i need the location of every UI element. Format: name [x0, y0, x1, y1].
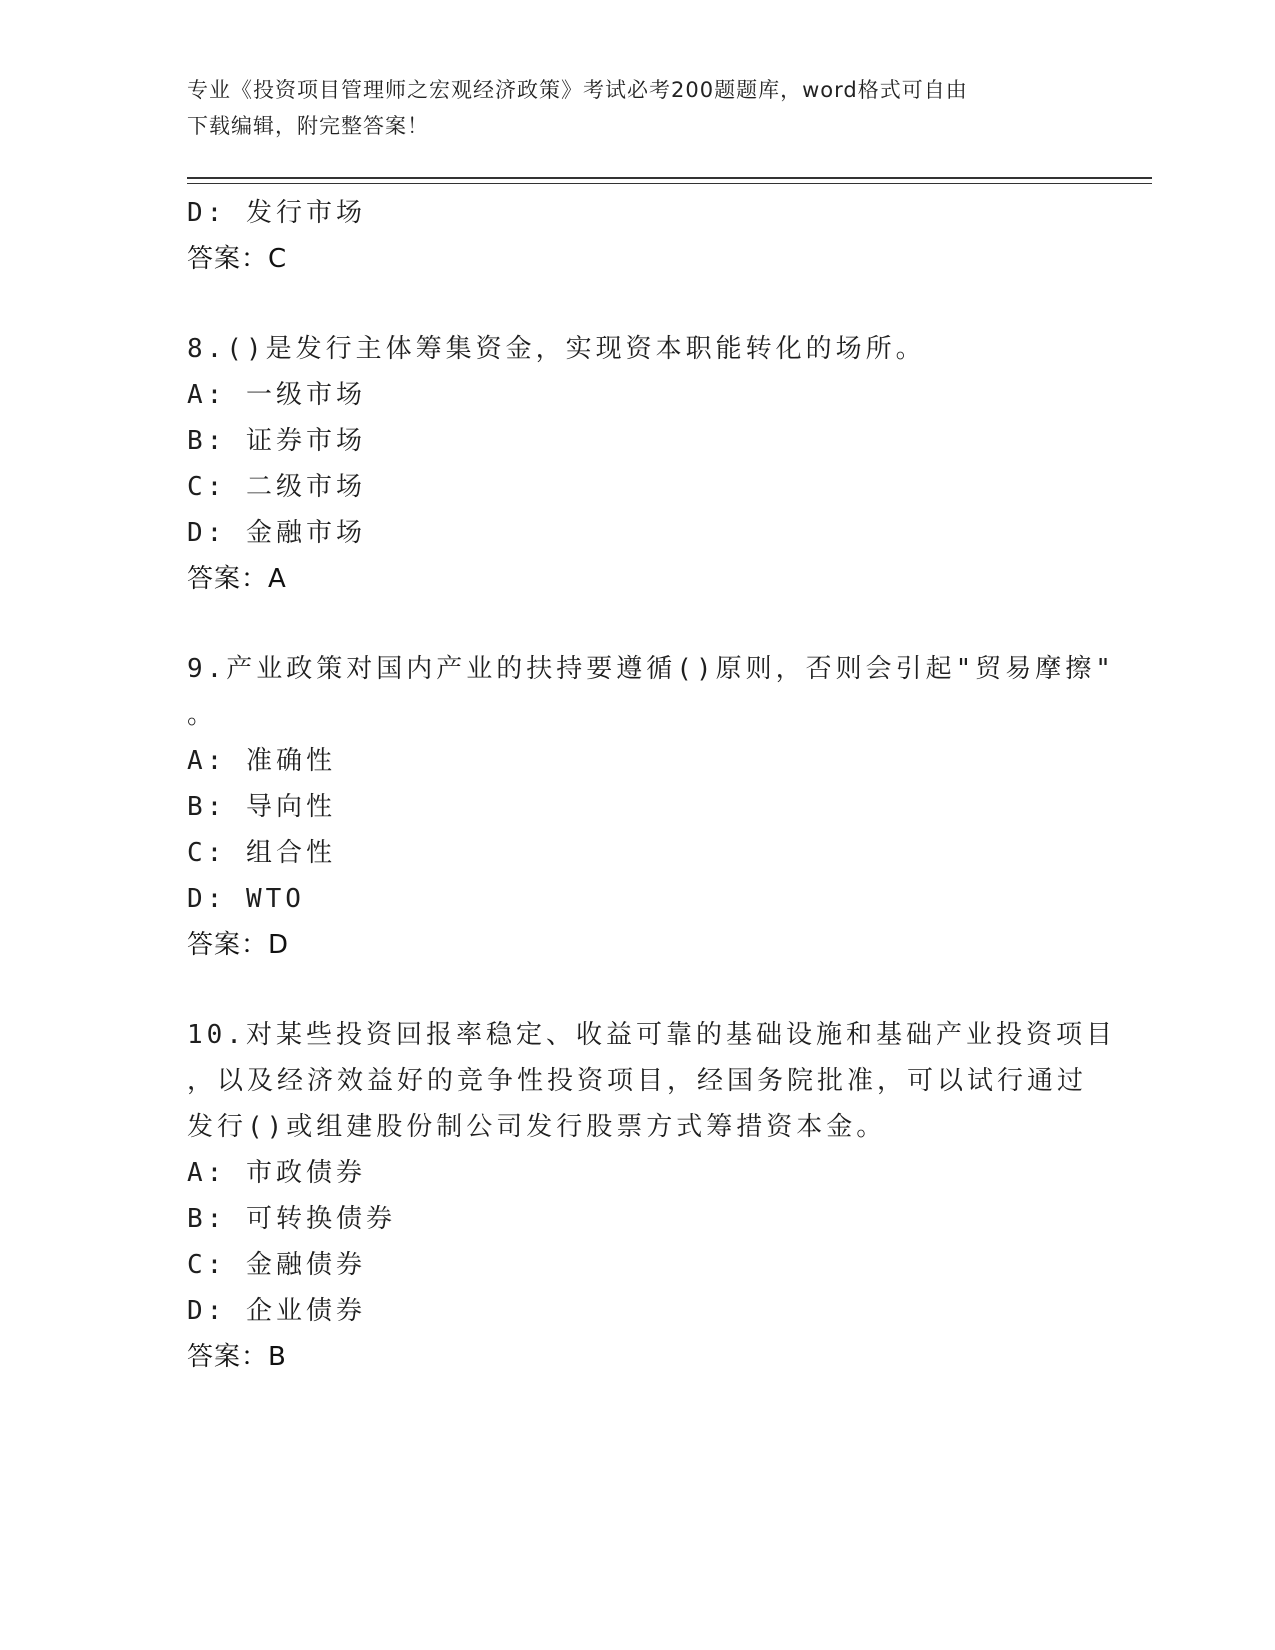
- answer-line: 答案：A: [187, 564, 287, 594]
- option-a: A: 市政债券: [187, 1158, 366, 1188]
- option-b: B: 可转换债券: [187, 1204, 396, 1234]
- question-8: [187, 326, 1087, 602]
- header-line-1: 专业《投资项目管理师之宏观经济政策》考试必考200题题库，word格式可自由: [187, 78, 968, 102]
- question-10: [187, 1012, 1116, 1380]
- option-c: C: 金融债券: [187, 1250, 366, 1280]
- question-stem-line-3: 发行()或组建股份制公司发行股票方式筹措资本金。: [187, 1112, 887, 1142]
- previous-question: [187, 190, 1087, 282]
- question-9: [187, 646, 1115, 968]
- question-stem-line-2: ，以及经济效益好的竞争性投资项目，经国务院批准，可以试行通过: [187, 1066, 1088, 1096]
- question-stem-line-1: 10.对某些投资回报率稳定、收益可靠的基础设施和基础产业投资项目: [187, 1020, 1116, 1050]
- document-header: [187, 72, 1067, 144]
- header-divider-thick: [187, 177, 1152, 179]
- answer-line: 答案：D: [187, 930, 290, 960]
- option-d: D: WTO: [187, 884, 305, 914]
- option-b: B: 证券市场: [187, 426, 366, 456]
- option-a: A: 一级市场: [187, 380, 366, 410]
- question-stem-line-2: 。: [187, 700, 218, 730]
- option-c: C: 二级市场: [187, 472, 366, 502]
- option-b: B: 导向性: [187, 792, 336, 822]
- header-divider-thin: [187, 183, 1152, 184]
- answer-line: 答案：B: [187, 1342, 287, 1372]
- question-stem: 8.()是发行主体筹集资金，实现资本职能转化的场所。: [187, 334, 926, 364]
- option-d: D: 企业债券: [187, 1296, 366, 1326]
- option-c: C: 组合性: [187, 838, 336, 868]
- option-a: A: 准确性: [187, 746, 336, 776]
- answer-line: 答案：C: [187, 244, 288, 274]
- question-stem-line-1: 9.产业政策对国内产业的扶持要遵循()原则，否则会引起"贸易摩擦": [187, 654, 1115, 684]
- option-d: D: 金融市场: [187, 518, 366, 548]
- question-list: [187, 190, 1116, 1380]
- header-line-2: 下载编辑，附完整答案！: [187, 114, 429, 138]
- option-d: D: 发行市场: [187, 198, 366, 228]
